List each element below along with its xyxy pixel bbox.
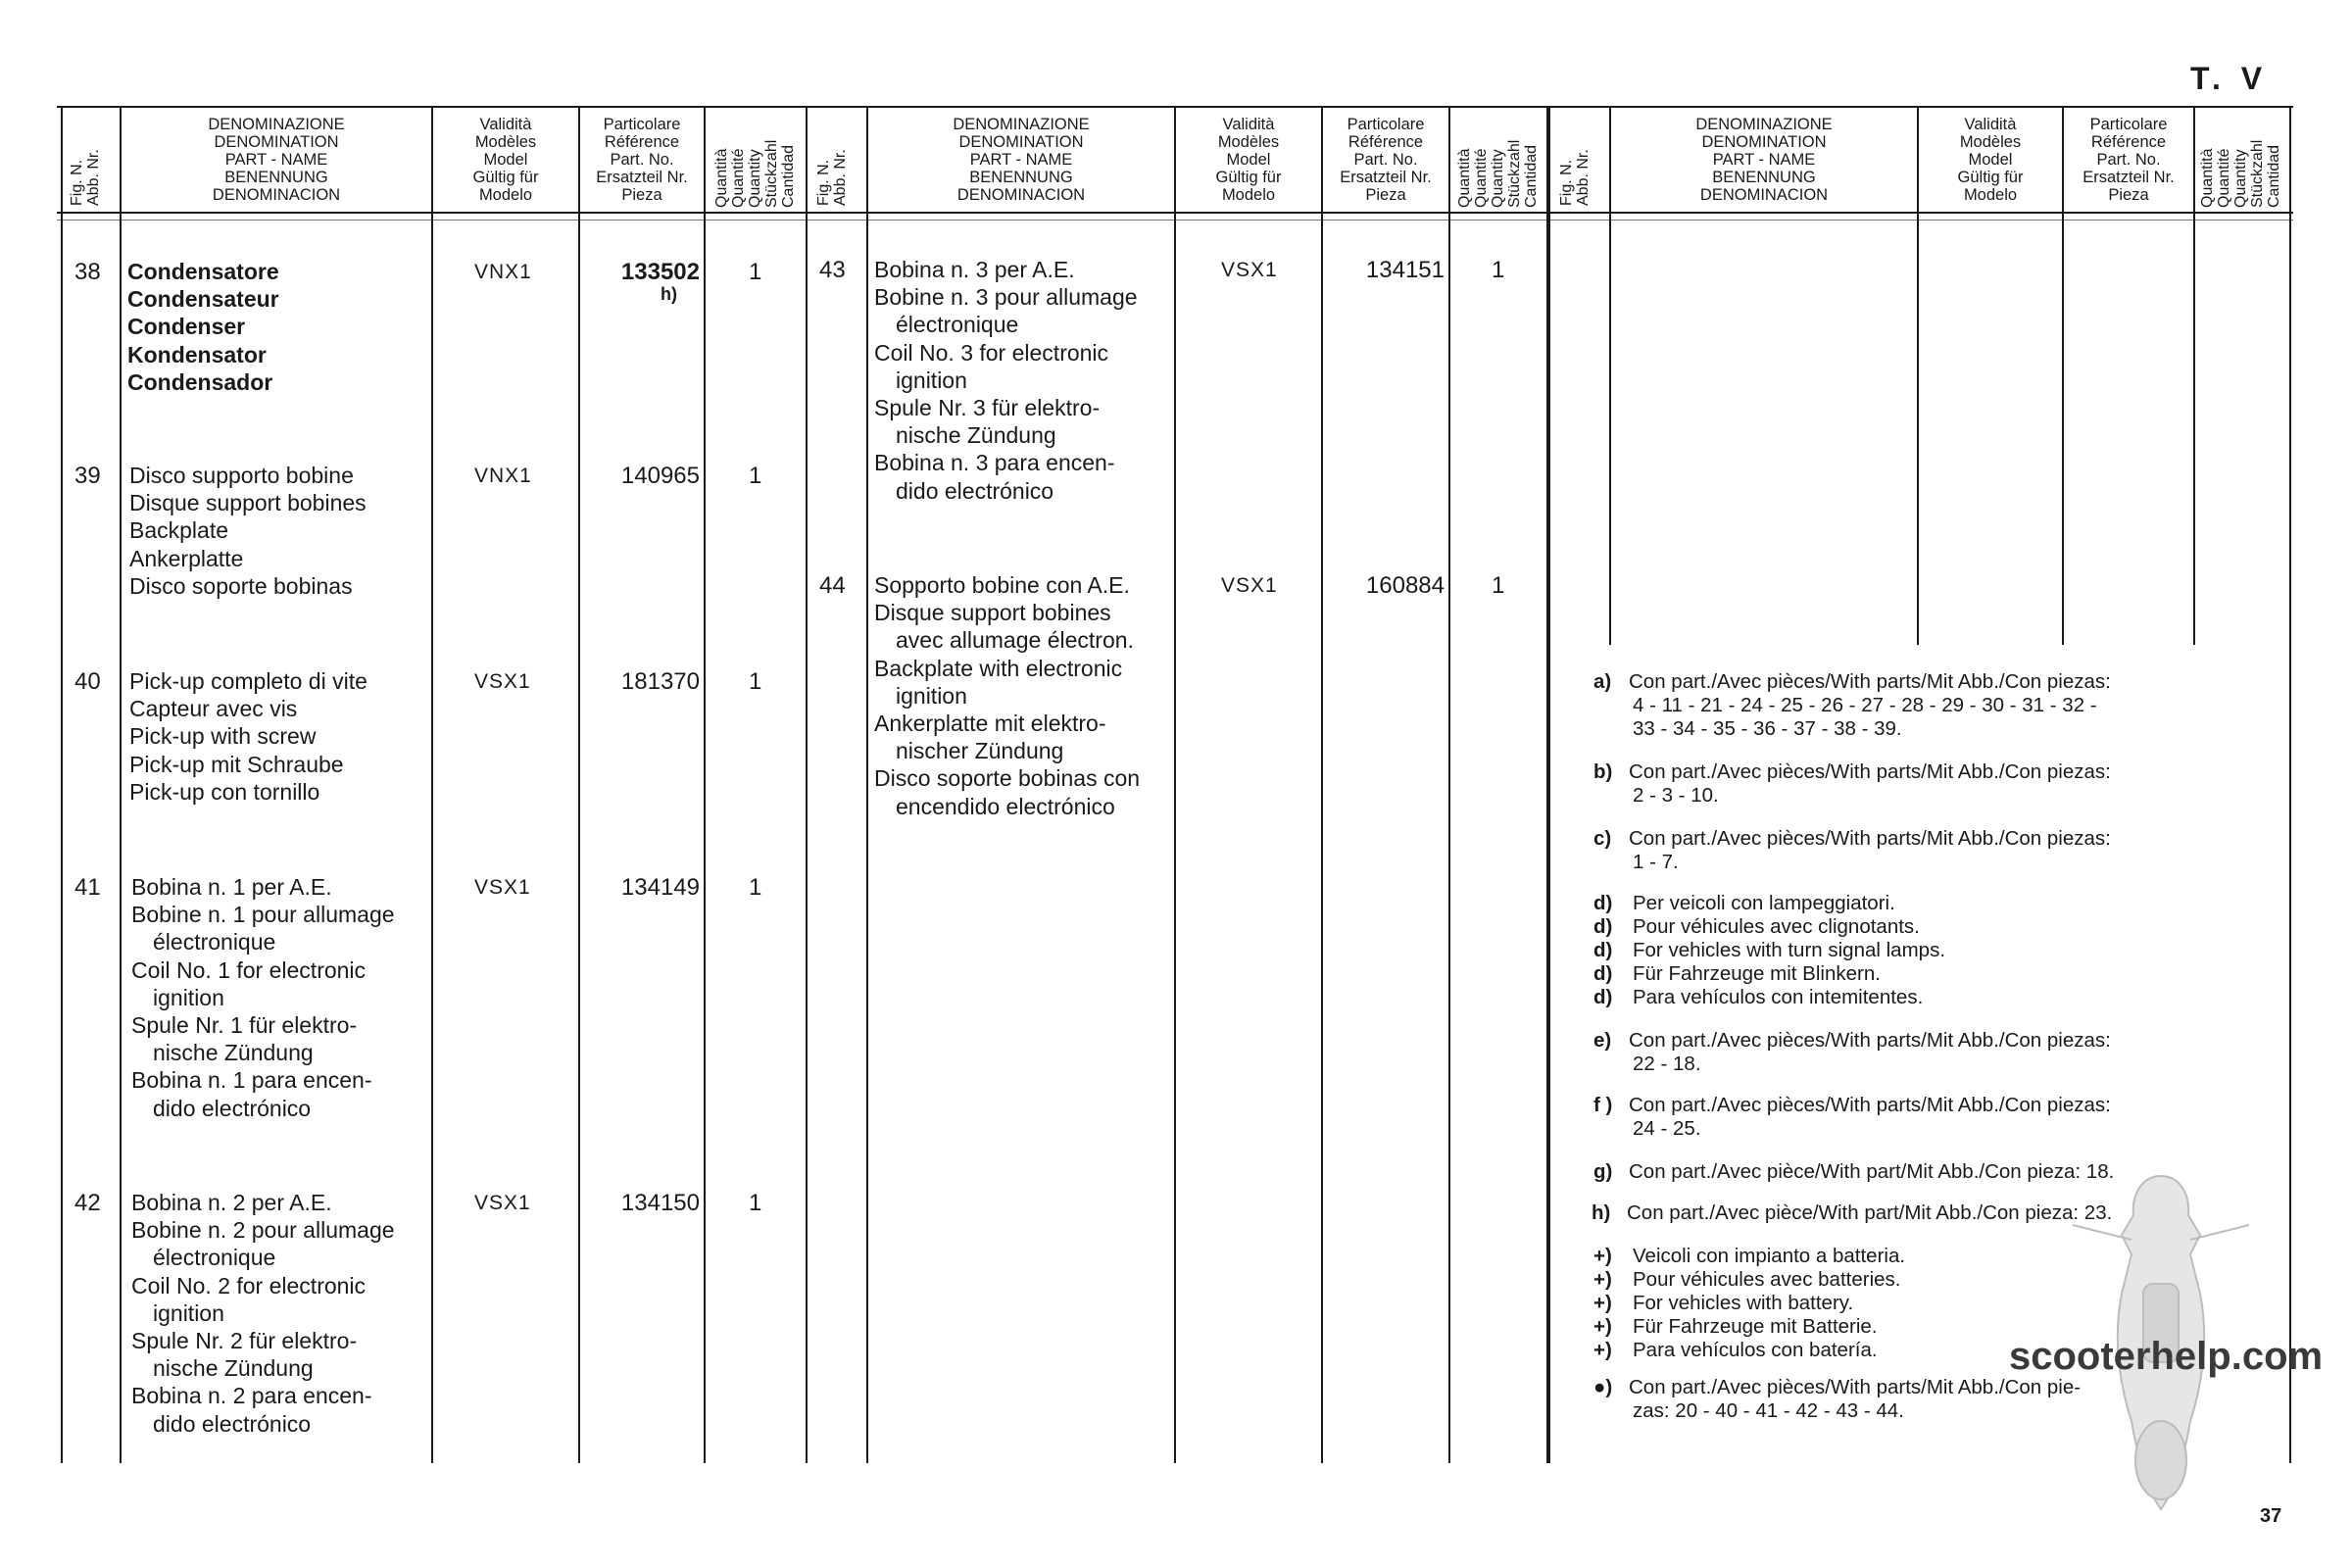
footnote-f: f ) Con part./Avec pièces/With parts/Mit Abb./Con piezas: 24 - 25. bbox=[1593, 1094, 2111, 1140]
fig-number: 44 bbox=[819, 572, 846, 599]
header-part-no: Particolare Référence Part. No. Ersatzteil Nr. Pieza bbox=[1340, 116, 1432, 204]
header-denomination: DENOMINAZIONE DENOMINATION PART - NAME BENENNUNG DENOMINACION bbox=[1695, 116, 1833, 204]
header-validity: Validità Modèles Model Gültig für Modelo bbox=[472, 116, 539, 204]
part-number: 134150 bbox=[620, 1190, 700, 1216]
header-part-no: Particolare Référence Part. No. Ersatzteil Nr. Pieza bbox=[2082, 116, 2175, 204]
fig-number: 38 bbox=[74, 259, 101, 285]
fig-number: 40 bbox=[74, 668, 101, 695]
footnote-battery: +) Veicoli con impianto a batteria. +) Pour véhicules avec batteries. +) For vehicles with battery. +) Für Fahrzeuge mit Batterie. +) Para vehículos con batería. bbox=[1593, 1245, 1906, 1361]
fig-number: 39 bbox=[74, 463, 101, 489]
quantity: 1 bbox=[749, 259, 762, 285]
model-code: VNX1 bbox=[474, 465, 532, 487]
part-number: 140965 bbox=[620, 463, 700, 489]
footnote-g: g) Con part./Avec pièce/With part/Mit Abb./Con pieza: 18. bbox=[1593, 1160, 2115, 1183]
part-description: Bobina n. 1 per A.E. Bobine n. 1 pour allumage électronique Coil No. 1 for electronic ignition Spule Nr. 1 für elektro- nische Zündung Bobina n. 1 para encen- dido electrónico bbox=[131, 874, 395, 1121]
part-note: h) bbox=[661, 284, 677, 304]
part-number: 134149 bbox=[620, 874, 700, 901]
model-code: VNX1 bbox=[474, 261, 532, 283]
part-number: 160884 bbox=[1365, 572, 1445, 599]
header-fig: Fig. N. Abb. Nr. bbox=[1558, 149, 1592, 206]
header-validity: Validità Modèles Model Gültig für Modelo bbox=[1957, 116, 2024, 204]
part-number: 134151 bbox=[1365, 257, 1445, 283]
footnote-c: c) Con part./Avec pièces/With parts/Mit Abb./Con piezas: 1 - 7. bbox=[1593, 827, 2111, 873]
page-number: 37 bbox=[2260, 1505, 2282, 1527]
quantity: 1 bbox=[749, 874, 762, 901]
model-code: VSX1 bbox=[1221, 259, 1278, 281]
header-validity: Validità Modèles Model Gültig für Modelo bbox=[1215, 116, 1282, 204]
header-denomination: DENOMINAZIONE DENOMINATION PART - NAME BENENNUNG DENOMINACION bbox=[208, 116, 345, 204]
part-number: 133502 bbox=[620, 259, 700, 285]
footnote-e: e) Con part./Avec pièces/With parts/Mit Abb./Con piezas: 22 - 18. bbox=[1593, 1029, 2111, 1075]
model-code: VSX1 bbox=[474, 670, 531, 693]
footnote-b: b) Con part./Avec pièces/With parts/Mit Abb./Con piezas: 2 - 3 - 10. bbox=[1593, 760, 2111, 807]
footnote-a: a) Con part./Avec pièces/With parts/Mit Abb./Con piezas: 4 - 11 - 21 - 24 - 25 - 26 - 27 - 28 - 29 - 30 - 31 - 32 - 33 - 34 - 35 - 36 - 37 - 38 - 39. bbox=[1593, 670, 2111, 740]
quantity: 1 bbox=[1492, 257, 1505, 283]
header-denomination: DENOMINAZIONE DENOMINATION PART - NAME BENENNUNG DENOMINACION bbox=[953, 116, 1090, 204]
quantity: 1 bbox=[1492, 572, 1505, 599]
part-description: Condensatore Condensateur Condenser Kondensator Condensador bbox=[127, 259, 279, 395]
header-part-no: Particolare Référence Part. No. Ersatzteil Nr. Pieza bbox=[596, 116, 688, 204]
header-fig: Fig. N. Abb. Nr. bbox=[815, 149, 849, 206]
quantity: 1 bbox=[749, 1190, 762, 1216]
footnote-d: d) Per veicoli con lampeggiatori. d) Pour véhicules avec clignotants. d) For vehicles with turn signal lamps. d) Für Fahrzeuge mit Blinkern. d) Para vehículos con intemitentes. bbox=[1593, 892, 1946, 1008]
page-title: T. V bbox=[2190, 61, 2269, 96]
watermark-text: scooterhelp.com bbox=[2009, 1335, 2324, 1378]
header-quantity: Quantità Quantité Quantity Stückzahl Cantidad bbox=[1456, 139, 1540, 208]
header-fig: Fig. N. Abb. Nr. bbox=[69, 149, 102, 206]
part-number: 181370 bbox=[620, 668, 700, 695]
fig-number: 42 bbox=[74, 1190, 101, 1216]
quantity: 1 bbox=[749, 668, 762, 695]
quantity: 1 bbox=[749, 463, 762, 489]
fig-number: 43 bbox=[819, 257, 846, 283]
footnote-h: h) Con part./Avec pièce/With part/Mit Abb./Con pieza: 23. bbox=[1592, 1201, 2113, 1224]
part-description: Sopporto bobine con A.E. Disque support bobines avec allumage électron. Backplate with electronic ignition Ankerplatte mit elektro- nischer Zündung Disco soporte bobinas con encendido electrónico bbox=[874, 572, 1141, 819]
header-quantity: Quantità Quantité Quantity Stückzahl Cantidad bbox=[713, 139, 797, 208]
part-description: Bobina n. 2 per A.E. Bobine n. 2 pour allumage électronique Coil No. 2 for electronic ignition Spule Nr. 2 für elektro- nische Zündung Bobina n. 2 para encen- dido electrónico bbox=[131, 1190, 395, 1437]
header-quantity: Quantità Quantité Quantity Stückzahl Cantidad bbox=[2199, 139, 2282, 208]
fig-number: 41 bbox=[74, 874, 101, 901]
part-description: Bobina n. 3 per A.E. Bobine n. 3 pour allumage électronique Coil No. 3 for electronic ignition Spule Nr. 3 für elektro- nische Zündung Bobina n. 3 para encen- dido electrónico bbox=[874, 257, 1138, 504]
model-code: VSX1 bbox=[1221, 574, 1278, 597]
footnote-dot: ●) Con part./Avec pièces/With parts/Mit Abb./Con pie- zas: 20 - 40 - 41 - 42 - 43 - 44. bbox=[1593, 1376, 2082, 1422]
part-description: Pick-up completo di vite Capteur avec vis Pick-up with screw Pick-up mit Schraube Pick-up con tornillo bbox=[129, 668, 368, 805]
model-code: VSX1 bbox=[474, 876, 531, 899]
part-description: Disco supporto bobine Disque support bobines Backplate Ankerplatte Disco soporte bobinas bbox=[129, 463, 367, 599]
model-code: VSX1 bbox=[474, 1192, 531, 1214]
